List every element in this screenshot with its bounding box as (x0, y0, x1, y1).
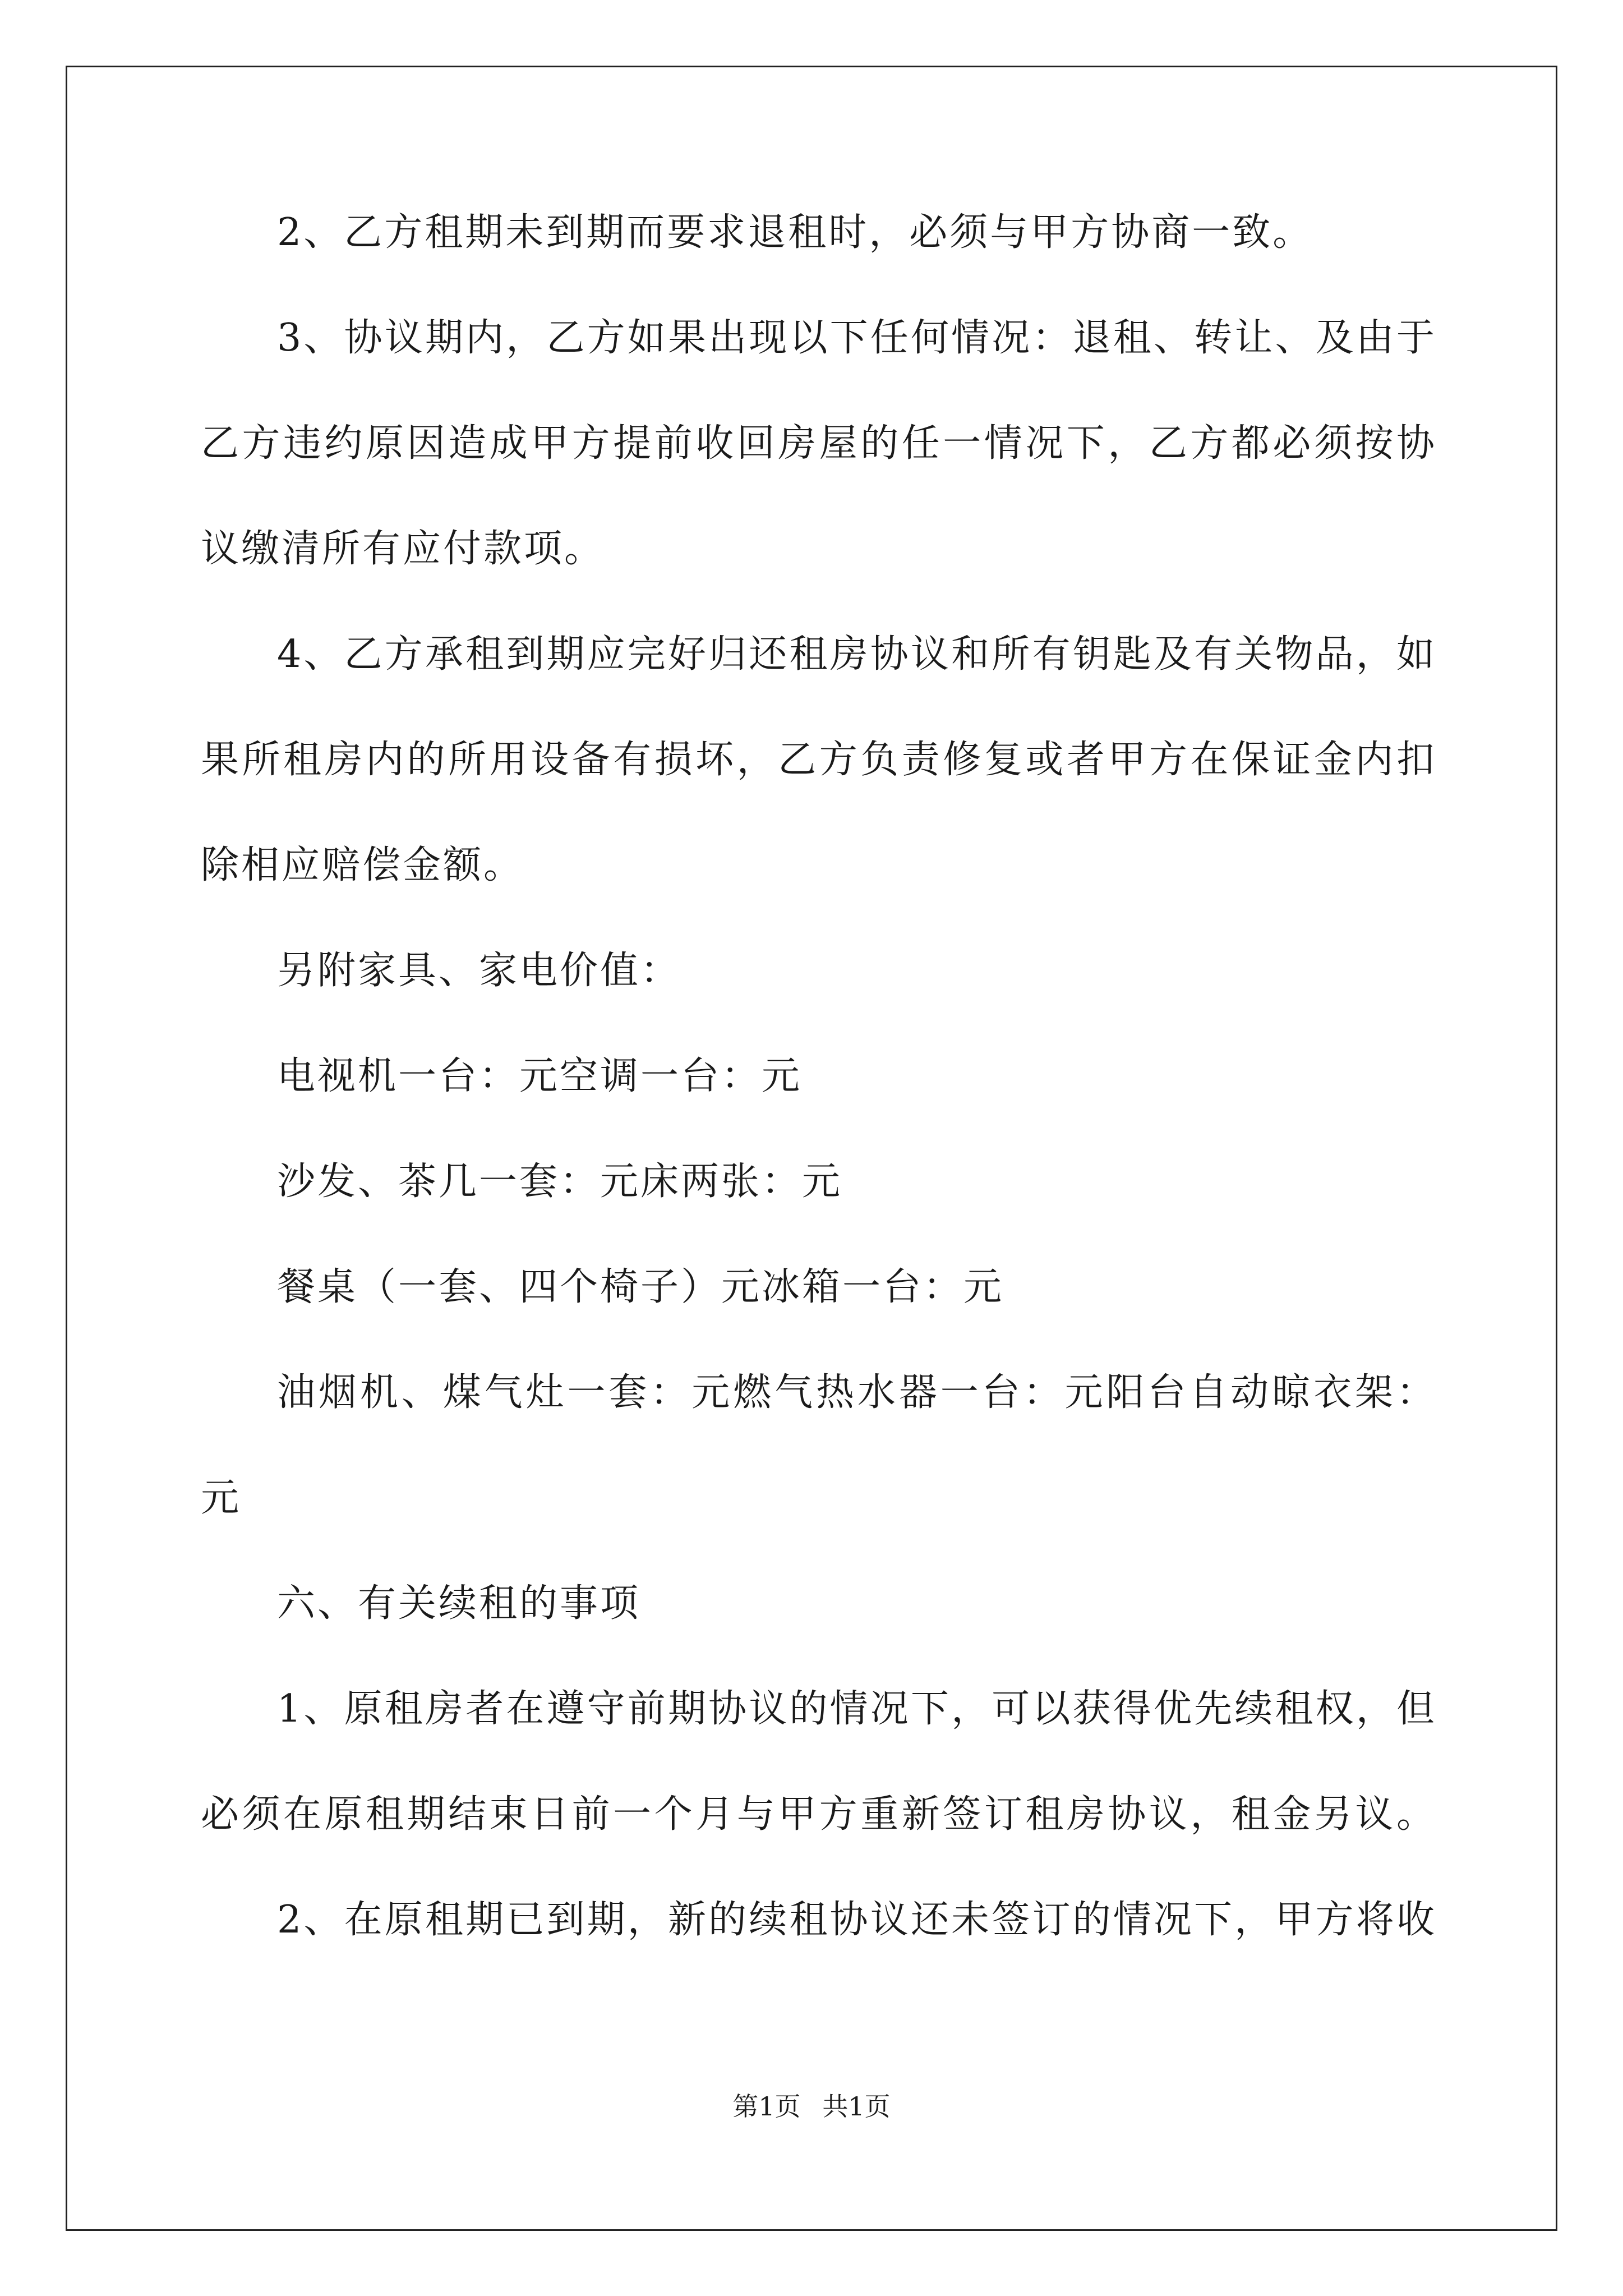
paragraph-line: 果所租房内的所用设备有损坏，乙方负责修复或者甲方在保证金内扣 (201, 738, 1435, 782)
paragraph-line: 除相应赔偿金额。 (201, 843, 524, 887)
paragraph-line: 议缴清所有应付款项。 (201, 527, 605, 571)
section-heading: 六、有关续租的事项 (277, 1581, 641, 1626)
paragraph-line: 另附家具、家电价值： (277, 949, 681, 993)
paragraph-line: 2、乙方租期未到期而要求退租时，必须与甲方协商一致。 (277, 210, 1313, 255)
page-footer (0, 2090, 1623, 2123)
paragraph-line: 1、原租房者在遵守前期协议的情况下，可以获得优先续租权，但 (277, 1687, 1435, 1731)
paragraph-line: 乙方违约原因造成甲方提前收回房屋的任一情况下，乙方都必须按协 (201, 421, 1435, 466)
paragraph-line: 沙发、茶几一套：元床两张：元 (277, 1159, 843, 1204)
paragraph-line: 餐桌（一套、四个椅子）元冰箱一台：元 (277, 1265, 1004, 1309)
paragraph-line: 4、乙方承租到期应完好归还租房协议和所有钥匙及有关物品，如 (277, 632, 1435, 677)
paragraph-line: 电视机一台：元空调一台：元 (277, 1054, 803, 1098)
paragraph-line: 2、在原租期已到期，新的续租协议还未签订的情况下，甲方将收 (277, 1898, 1435, 1942)
paragraph-line: 必须在原租期结束日前一个月与甲方重新签订租房协议，租金另议。 (201, 1792, 1435, 1837)
page-total: 共1页 (822, 2091, 891, 2122)
paragraph-line: 3、协议期内，乙方如果出现以下任何情况：退租、转让、及由于 (277, 316, 1435, 360)
paragraph-line: 元 (201, 1476, 242, 1520)
page-number: 第1页 (732, 2091, 801, 2122)
paragraph-line: 油烟机、煤气灶一套：元燃气热水器一台：元阳台自动晾衣架： (277, 1370, 1435, 1415)
